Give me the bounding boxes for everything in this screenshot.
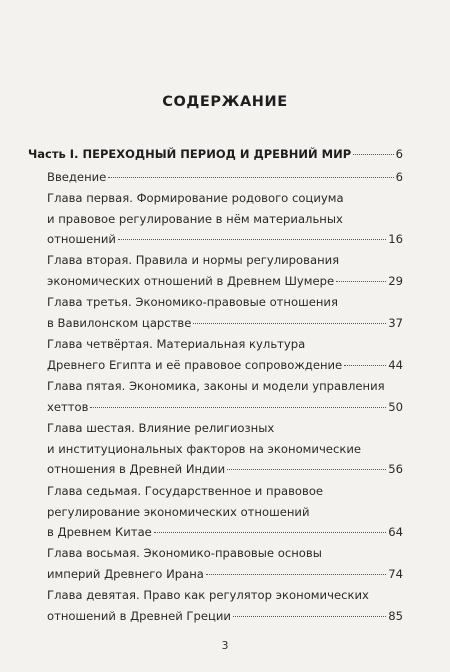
toc-entry-line: [47, 334, 403, 355]
toc-entry-line: [47, 271, 403, 292]
toc-entry-page: 37: [388, 315, 403, 330]
toc-entry: [47, 481, 403, 543]
toc-entry-line: [47, 167, 403, 188]
toc-entry-title-line: Глава вторая. Правила и нормы регулирования: [47, 253, 340, 267]
toc-entry-title-line: Древнего Египта и её правовое сопровождение: [47, 357, 343, 372]
toc-entry-title-line: Глава четвёртая. Материальная культура: [47, 337, 306, 351]
toc-entry-title-line: регулирование экономических отношений: [47, 504, 310, 519]
toc-entry-page: 16: [388, 232, 403, 247]
toc-entry-line: [47, 292, 403, 313]
toc-entry-line: [47, 397, 403, 418]
leader-dots: [193, 323, 386, 324]
toc-part-page: 6: [395, 147, 403, 161]
toc-entry: [47, 376, 403, 417]
toc-entry: [47, 250, 403, 291]
leader-dots: [227, 469, 386, 470]
toc-entry-title-line: империй Древнего Ирана: [47, 566, 204, 581]
toc-entry-line: [47, 418, 403, 439]
toc-entry-page: 29: [388, 273, 403, 288]
toc-entry-title-line: Глава пятая. Экономика, законы и модели управления: [47, 379, 385, 393]
toc-entry: [47, 188, 403, 250]
toc-entry-line: [47, 209, 403, 230]
leader-dots: [353, 154, 394, 155]
toc-entry-line: [47, 481, 403, 502]
toc-entry-page: 44: [388, 357, 403, 372]
toc-entry-line: [47, 229, 403, 250]
toc-entry-title-line: и институциональных факторов на экономические: [47, 441, 361, 456]
toc-entry-page: 85: [388, 608, 403, 623]
toc-entry-page: 64: [388, 525, 403, 540]
toc-entry: [47, 334, 403, 375]
toc-entry-line: [47, 606, 403, 627]
toc-entry-title-line: хеттов: [47, 399, 89, 414]
toc-entry-line: [47, 543, 403, 564]
leader-dots: [344, 365, 386, 366]
toc-entry-page: 56: [388, 462, 403, 477]
toc-entry-line: [47, 564, 403, 585]
leader-dots: [90, 407, 386, 408]
toc-entry-title-line: в Вавилонском царстве: [47, 315, 192, 330]
toc-entry-line: [47, 459, 403, 480]
toc-entry-line: [47, 313, 403, 334]
toc-entry: [47, 543, 403, 584]
toc-entry-title-line: Глава третья. Экономико-правовые отношения: [47, 295, 338, 309]
toc-entry-page: 6: [395, 170, 403, 184]
leader-dots: [118, 239, 386, 240]
page-title: СОДЕРЖАНИЕ: [162, 94, 288, 110]
leader-dots: [206, 574, 386, 575]
toc-entry-line: [47, 355, 403, 376]
leader-dots: [154, 532, 386, 533]
leader-dots: [108, 177, 393, 178]
toc-entry-line: [47, 585, 403, 606]
toc-entry-title-line: экономических отношений в Древнем Шумере: [47, 273, 335, 288]
toc-entry-line: [47, 188, 403, 209]
leader-dots: [336, 281, 386, 282]
toc-entry-title-line: отношений: [47, 232, 116, 247]
toc-entry-title-line: Глава первая. Формирование родового социума: [47, 191, 344, 205]
toc-entry: [47, 585, 403, 626]
toc-entry-line: [47, 376, 403, 397]
toc-entry: [47, 167, 403, 188]
toc-entry-line: [47, 439, 403, 460]
toc-entry-line: [47, 522, 403, 543]
page-number: 3: [221, 639, 229, 652]
toc-entry: [47, 418, 403, 480]
toc-part-label: Часть I. ПЕРЕХОДНЫЙ ПЕРИОД И ДРЕВНИЙ МИР: [28, 147, 352, 161]
toc-entry-title-line: отношения в Древней Индии: [47, 462, 226, 477]
toc-entry-line: [47, 250, 403, 271]
toc-entry-title-line: и правовое регулирование в нём материальных: [47, 211, 343, 226]
toc-entry-line: [47, 502, 403, 523]
toc-entry-title-line: Глава седьмая. Государственное и правовое: [47, 484, 324, 498]
toc-part-heading: [28, 147, 403, 161]
toc-entry-title-line: в Древнем Китае: [47, 525, 152, 540]
toc-entry-title-line: Глава шестая. Влияние религиозных: [47, 421, 275, 435]
toc-entry-page: 50: [388, 399, 403, 414]
leader-dots: [233, 616, 386, 617]
toc-entry-title-line: отношений в Древней Греции: [47, 608, 231, 623]
toc-entry-title-line: Введение: [47, 170, 107, 184]
toc-entry: [47, 292, 403, 333]
toc-entry-title-line: Глава восьмая. Экономико-правовые основы: [47, 546, 322, 560]
toc-entry-page: 74: [388, 566, 403, 581]
toc-entry-title-line: Глава девятая. Право как регулятор экономических: [47, 588, 369, 602]
